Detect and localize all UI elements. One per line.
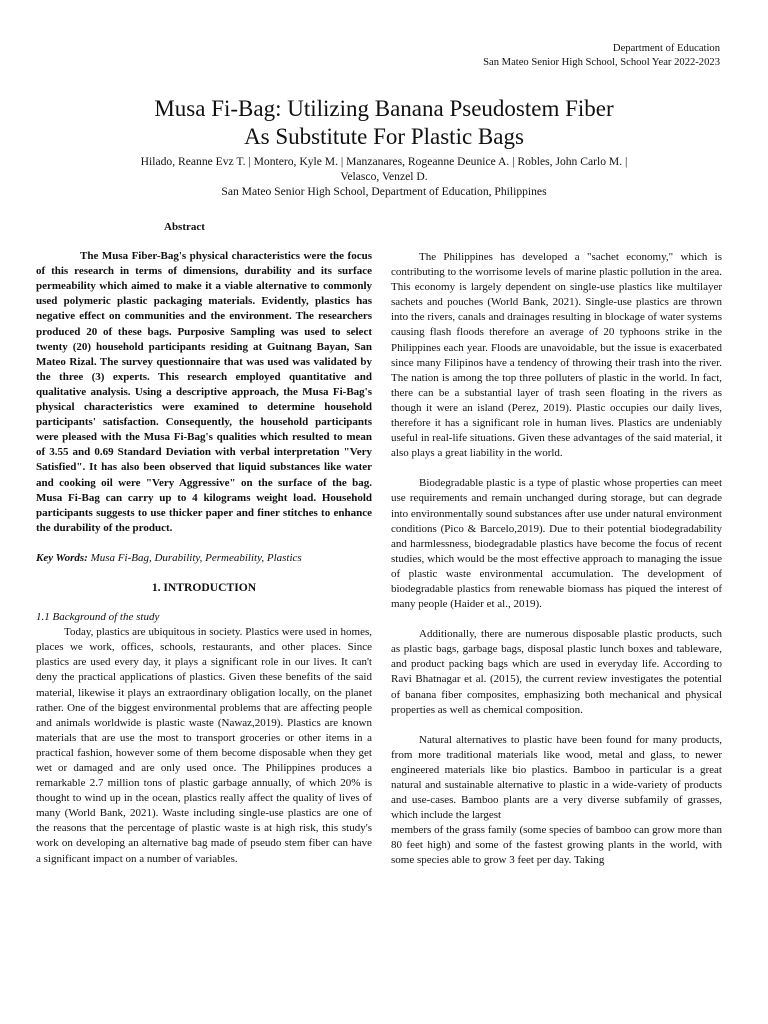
right-paragraph-5: members of the grass family (some species of bamboo can grow more than 80 feet high) and some of the fastest growing plants in the world, with some species able to grow 3 feet per day. Taking <box>391 824 722 867</box>
keywords-label: Key Words: <box>36 551 88 564</box>
affiliation: San Mateo Senior High School, Department of Education, Philippines <box>221 185 547 198</box>
header-school-year: San Mateo Senior High School, School Year 2022-2023 <box>483 57 720 68</box>
authors-line-2: Velasco, Venzel D. <box>340 170 428 183</box>
left-column <box>36 220 372 867</box>
document-header <box>483 42 720 70</box>
right-paragraph-1: The Philippines has developed a "sachet economy," which is contributing to the worrisome levels of marine plastic pollution in the area. This economy is largely dependent on single-use plastics like multilayer sachets and pouches (World Bank, 2021). Single-use plastics are thrown into the rivers, canals and drainages resulting in blockage of water systems causing flash floods therefore an average of 20 typhoons strike in the Philippines each year. Floods are unavoidable, but the issue is exacerbated since many Filipinos have a tendency of throwing their trash into the river. The nation is among the top three polluters of plastic in the world. In fact, there can be a substantial layer of trash seen floating in the rivers as though it were an island (Perez, 2019). Plastic occupies our daily lives, therefore it has a significant role in human lives. Plastics are undeniably useful in real-life situations. Given these advantages of the said material, it also plays a great liability in the world. <box>391 251 722 460</box>
abstract-heading: Abstract <box>164 221 205 233</box>
background-subheading: 1.1 Background of the study <box>36 611 160 624</box>
right-paragraph-3: Additionally, there are numerous disposable plastic products, such as plastic bags, garbage bags, disposal plastic lunch boxes and tableware, and product packing bags which are used in everyday life. According to Ravi Bhatnagar et al. (2015), the current review investigates the potential of banana fiber composites, emphasizing both mechanical and physical properties as well as chemical composition. <box>391 628 722 716</box>
title-line-2: As Substitute For Plastic Bags <box>244 124 524 149</box>
right-paragraph-2: Biodegradable plastic is a type of plastic whose properties can meet use requirements and remain unchanged during storage, but can degrade into environmentally sound substances after use under natural environment conditions (Pico & Barcelo,2019). Due to their potential biodegradability and harmlessness, biodegradable plastics have become the focus of recent studies, which would be the most effective approach to managing the issue of plastic waste environmental accumulation. The development of biodegradable plastics from renewable biomass has piqued the interest of many people (Haider et al., 2019). <box>391 477 722 611</box>
right-column <box>391 250 722 869</box>
header-department: Department of Education <box>612 43 720 54</box>
keywords <box>36 551 372 566</box>
keywords-text: Musa Fi-Bag, Durability, Permeability, Plastics <box>87 551 302 564</box>
abstract-text: The Musa Fiber-Bag's physical characteristics were the focus of this research in terms of dimensions, durability and its surface permeability which aimed to make it a viable alternative to commonly used polymeric plastic packaging materials. Evidently, plastics has negative effect on communities and the environment. The researchers produced 20 of these bags. Purposive Sampling was used to select twenty (20) household participants residing at Guitnang Bayan, San Mateo Rizal. The survey questionnaire that was used was validated by the three (3) experts. This research employed quantitative and qualitative analysis. Using a descriptive approach, the Musa Fi-Bag's physical characteristics were examined to determine household participants' satisfaction. Consequently, the household participants were pleased with the Musa Fi-Bag's qualities which resulted to mean of 3.55 and 0.69 Standard Deviation with verbal interpretation "Very Satisfied". It has also been observed that liquid substances like water and cooking oil were "Very Aggressive" on the surface of the bag. Musa Fi-Bag can carry up to 4 kilograms weight load. Household participants suggests to use thicker paper and finer stitches to enhance the durability of the product. <box>36 250 372 534</box>
paper-title <box>0 95 768 151</box>
intro-paragraph: Today, plastics are ubiquitous in society. Plastics were used in homes, places we work, offices, schools, restaurants, and other places. Since plastics are used every day, it plays a significant role in our lives. It can't deny the practical applications of plastics. Given these benefits of the said material, likewise it plays an extraordinary obligation locally, on the planet rather. One of the biggest environmental problems that are affecting people and animals worldwide is plastic waste (Nawaz,2019). Plastics are known materials that are use the most to transport groceries or other items in a practical fashion, however some of them become disposable when they get wet or damaged and are only used once. The Philippines produces a remarkable 2.7 million tons of plastic garbage annually, of which 20% is thought to wind up in the ocean, plastics really affect the quality of lives of many (World Bank, 2021). Waste including single-use plastics are one of the reasons that the percentage of plastic waste is at high risk, this study's work on developing an alternative bag made of pseudo stem fiber can have a significant impact on a number of variables. <box>36 626 372 865</box>
introduction-heading: 1. INTRODUCTION <box>151 580 257 594</box>
title-line-1: Musa Fi-Bag: Utilizing Banana Pseudostem Fiber <box>154 96 614 121</box>
author-block <box>60 154 708 199</box>
authors-line-1: Hilado, Reanne Evz T. | Montero, Kyle M. | Manzanares, Rogeanne Deunice A. | Robles, John Carlo M. | <box>140 155 628 168</box>
right-paragraph-4: Natural alternatives to plastic have been found for many products, from more traditional materials like wood, metal and glass, to newer engineered materials like bio plastics. Bamboo in particular is a great natural and sustainable alternative to plastic in a wide-variety of products and use-cases. Bamboo plants are a very diverse subfamily of grasses, which include the largest <box>391 733 722 822</box>
